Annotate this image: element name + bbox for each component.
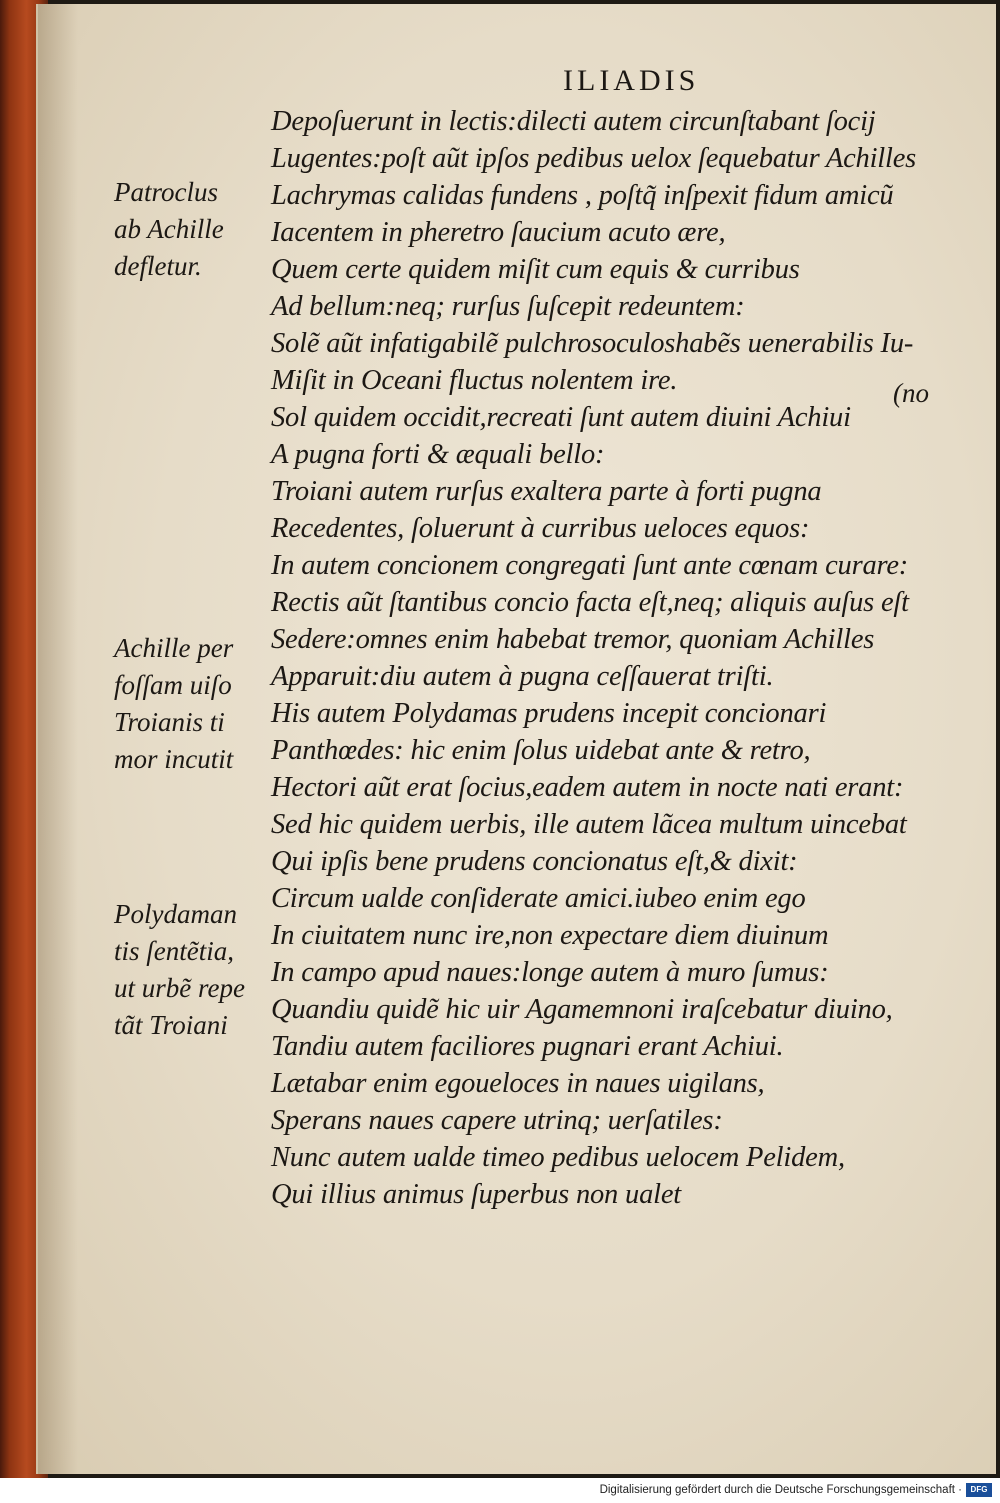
- text-line: Troiani autem rurſus exaltera parte à forti pugna: [271, 476, 822, 507]
- text-line: In autem concionem congregati ſunt ante cœnam curare:: [271, 550, 909, 581]
- marginal-note: tis ſentẽtia,: [114, 936, 234, 966]
- marginal-note: Patroclus: [114, 177, 218, 207]
- marginal-note: foſſam uiſo: [114, 670, 232, 700]
- marginal-note: defletur.: [114, 251, 202, 281]
- text-line: In campo apud naues:longe autem à muro ſumus:: [271, 957, 829, 988]
- text-line: Sperans naues capere utrinq; uerſatiles:: [271, 1105, 723, 1136]
- text-line: Panthœdes: hic enim ſolus uidebat ante & retro,: [271, 735, 811, 766]
- text-line: Miſit in Oceani fluctus nolentem ire.: [271, 365, 678, 396]
- footer-bar: [0, 1478, 1000, 1503]
- text-line: Quem certe quidem miſit cum equis & curribus: [271, 254, 800, 285]
- text-line: Lachrymas calidas fundens , poſtq̃ inſpexit fidum amicũ: [271, 180, 894, 211]
- text-line: Sed hic quidem uerbis, ille autem lãcea multum uincebat: [271, 809, 907, 840]
- text-line: Circum ualde conſiderate amici.iubeo enim ego: [271, 883, 806, 914]
- text-line: Recedentes, ſoluerunt à curribus ueloces equos:: [271, 513, 810, 544]
- text-line: Sol quidem occidit,recreati ſunt autem diuini Achiui: [271, 402, 851, 433]
- funding-notice: Digitalisierung gefördert durch die Deutsche Forschungsgemeinschaft ·: [599, 1484, 962, 1496]
- text-line: Solẽ aũt infatigabilẽ pulchrosoculoshabẽs uenerabilis Iu-: [271, 328, 914, 359]
- text-line: Depoſuerunt in lectis:dilecti autem circunſtabant ſocij: [271, 106, 876, 137]
- text-line: Lugentes:poſt aũt ipſos pedibus uelox ſequebatur Achilles: [271, 143, 917, 174]
- text-line: Quandiu quidẽ hic uir Agamemnoni iraſcebatur diuino,: [271, 994, 893, 1025]
- text-line: In ciuitatem nunc ire,non expectare diem diuinum: [271, 920, 829, 951]
- text-line: A pugna forti & æquali bello:: [271, 439, 605, 470]
- text-line: Ad bellum:neq; rurſus ſuſcepit redeuntem:: [271, 291, 745, 322]
- marginal-note: mor incutit: [114, 744, 234, 774]
- text-line: Qui ipſis bene prudens concionatus eſt,& dixit:: [271, 846, 798, 877]
- text-line: His autem Polydamas prudens incepit concionari: [271, 698, 827, 729]
- running-head: ILIADIS: [563, 64, 700, 97]
- text-line: Qui illius animus ſuperbus non ualet: [271, 1179, 682, 1210]
- marginal-note: tãt Troiani: [114, 1010, 228, 1040]
- marginal-note: Achille per: [114, 633, 234, 663]
- line-overflow-text: (no: [893, 378, 929, 408]
- text-line: Rectis aũt ſtantibus concio facta eſt,neq; aliquis auſus eſt: [271, 587, 909, 618]
- text-line: Hectori aũt erat ſocius,eadem autem in nocte nati erant:: [271, 772, 904, 803]
- dfg-logo-icon: DFG: [966, 1483, 992, 1497]
- marginal-note: ut urbẽ repe: [114, 973, 245, 1003]
- text-line: Iacentem in pheretro ſaucium acuto ære,: [271, 217, 726, 248]
- book-page: [36, 4, 996, 1474]
- text-line: Nunc autem ualde timeo pedibus uelocem Pelidem,: [271, 1142, 845, 1173]
- marginal-note: Polydaman: [114, 899, 237, 929]
- text-line: Lætabar enim egoueloces in naues uigilans,: [271, 1068, 765, 1099]
- marginal-note: Troianis ti: [114, 707, 225, 737]
- marginal-note: ab Achille: [114, 214, 224, 244]
- text-line: Sedere:omnes enim habebat tremor, quoniam Achilles: [271, 624, 875, 655]
- text-line: Apparuit:diu autem à pugna ceſſauerat triſti.: [271, 661, 774, 692]
- text-line: Tandiu autem faciliores pugnari erant Achiui.: [271, 1031, 784, 1062]
